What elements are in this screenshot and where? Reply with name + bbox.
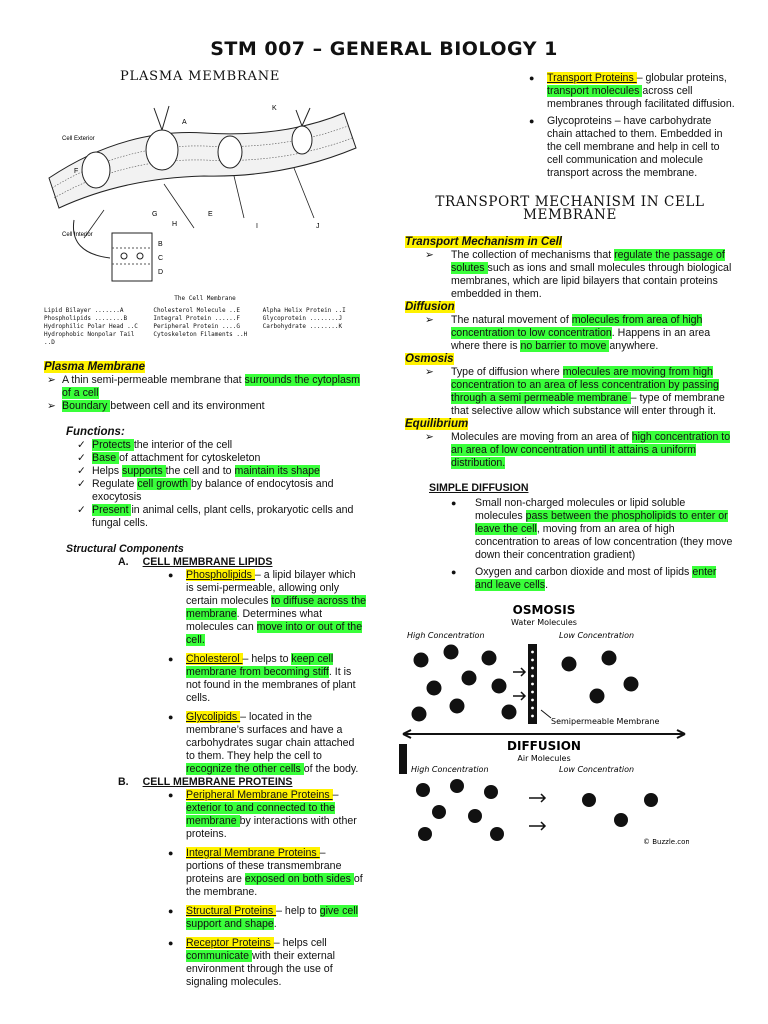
membrane-label: Semipermeable Membrane [551,717,660,726]
cell-interior-label: Cell Interior [62,232,93,238]
plasma-membrane-diagram [44,88,366,288]
label-c: C [158,255,164,262]
label-a: A [182,119,187,126]
list-item: ✓ Regulate cell growth by balance of endocytosis and exocytosis [77,478,334,503]
label-f: F [74,168,79,175]
list-item: ➢ The collection of mechanisms that regulate the passage of solutes such as ions and small molecules through biological membranes, which are lipid bilayers that contain proteins embedded in them. [425,249,732,300]
simple-diffusion-heading: SIMPLE DIFFUSION [429,482,529,494]
legend-item [263,331,366,347]
list-item: ● Glycoproteins – have carbohydrate chain attached to them. Embedded in the cell membrane and help in cell to cell communication and molecule transport across the membrane. [529,115,723,179]
legend-item: Carbohydrate ........K [262,323,343,330]
structural-components-heading: Structural Components [66,543,184,555]
legend-item: Cytoskeleton Filaments ..H [153,331,248,338]
list-item: ● Glycolipids – located in the membrane’s surfaces and have a carbohydrates sugar chain attached to them. They help the cell to recognize the other cells of the body. [168,711,359,775]
legend-item: Alpha Helix Protein ..I [262,307,346,314]
list-item: ✓ Present in animal cells, plant cells, prokaryotic cells and fungal cells. [77,504,354,529]
osmosis-molecules [412,645,638,721]
label-b: B [158,241,163,248]
list-item: ● Oxygen and carbon dioxide and most of lipids enter and leave cells. [451,566,717,591]
list-item: ➢ Boundary between cell and its environment [47,400,265,412]
diffusion-subtitle: Air Molecules [517,754,571,763]
diagram-legend [44,307,366,347]
osmosis-title: OSMOSIS [512,603,576,617]
list-item: ➢ Type of diffusion where molecules are moving from high concentration to an area of less concentration by passing through a semi permeable membrane – type of membrane that selective allow which substance will enter through it. [425,366,725,417]
subsection-b-heading: B. CELL MEMBRANE PROTEINS [118,776,293,788]
figure-title: PLASMA MEMBRANE [120,69,281,84]
legend-item: Lipid Bilayer .......A [44,307,124,314]
list-item: ➢ Molecules are moving from an area of high concentration to an area of low concentration until it attains a uniform distribution. [425,431,731,469]
list-item: ● Small non-charged molecules or lipid soluble molecules pass between the phospholipids to enter or leave the cell, moving from an area of high concentration to areas of low concentration (they move down their concentration gradient) [451,497,733,561]
right-column [405,72,735,854]
list-item: ● Integral Membrane Proteins – portions of these transmembrane proteins are exposed on both sides of the membrane. [168,847,363,898]
list-item: ● Phospholipids – a lipid bilayer which is semi-permeable, allowing only certain molecules to diffuse across the membrane. Determines what molecules can move into or out of the cell. [168,569,367,646]
osmosis-low-label: Low Concentration [559,631,635,640]
label-d: D [158,269,164,276]
left-column [44,70,366,989]
list-item: ● Structural Proteins – help to give cell support and shape. [168,905,358,930]
osmosis-heading: Osmosis [405,353,454,365]
diffusion-low-label: Low Concentration [559,765,635,774]
diffusion-high-label: High Concentration [411,765,489,774]
list-item: ➢ A thin semi-permeable membrane that surrounds the cytoplasm of a cell [47,374,360,399]
label-h: H [172,221,178,228]
buzzle-credit: © Buzzle.com [643,838,689,846]
legend-item: Cholesterol Molecule ..E [153,307,241,314]
label-i: I [256,223,258,230]
plasma-membrane-section [44,361,366,989]
legend-item: Hydrophobic Nonpolar Tail ..D [44,331,135,346]
list-item: ● Receptor Proteins – helps cell communicate with their external environment through the use of signaling molecules. [168,937,335,988]
plasma-membrane-figure [44,70,366,347]
protein-bullets [405,72,735,180]
transport-mechanism-heading: Transport Mechanism in Cell [405,236,562,248]
plasma-membrane-heading: Plasma Membrane [44,361,145,373]
diffusion-heading: Diffusion [405,301,455,313]
osmosis-high-label: High Concentration [407,631,485,640]
osmosis-diffusion-diagram [399,600,689,850]
legend-heading: The Cell Membrane [174,295,236,302]
list-item: ➢ The natural movement of molecules from area of high concentration to low concentration. Happens in an area where there is no barrier to move anywhere. [425,314,711,352]
label-j: J [316,223,320,230]
transport-mechanism-title: TRANSPORT MECHANISM IN CELL MEMBRANE [435,194,705,223]
diffusion-molecules [416,779,658,841]
osmosis-subtitle: Water Molecules [511,618,577,627]
label-k: K [272,105,277,112]
equilibrium-heading: Equilibrium [405,418,469,430]
list-item: ● Cholesterol – helps to keep cell membrane from becoming stiff. It is not found in the membranes of plant cells. [168,653,356,704]
osmosis-diffusion-figure [399,600,729,854]
diffusion-title: DIFFUSION [507,739,581,753]
subsection-a-heading: A. CELL MEMBRANE LIPIDS [118,556,273,568]
page-title: STM 007 – GENERAL BIOLOGY 1 [210,38,558,60]
list-item: ● Transport Proteins – globular proteins, transport molecules across cell membranes through facilitated diffusion. [529,72,735,110]
legend-item: Hydrophilic Polar Head ..C [44,323,138,330]
legend-item: Glycoprotein ........J [262,315,343,322]
cell-exterior-label: Cell Exterior [62,136,95,142]
list-item: ✓ Protects the interior of the cell [77,439,233,451]
list-item: ✓ Base of attachment for cytoskeleton [77,452,261,464]
functions-heading: Functions: [66,426,125,438]
label-g: G [152,211,158,218]
legend-item: Integral Protein ......F [153,315,241,322]
legend-item: Phospholipids ........B [44,315,128,322]
list-item: ● Peripheral Membrane Proteins – exterior to and connected to the membrane by interactions with other proteins. [168,789,357,840]
label-e: E [208,211,213,218]
legend-item: Peripheral Protein ....G [153,323,241,330]
list-item: ✓ Helps supports the cell and to maintain its shape [77,465,320,477]
